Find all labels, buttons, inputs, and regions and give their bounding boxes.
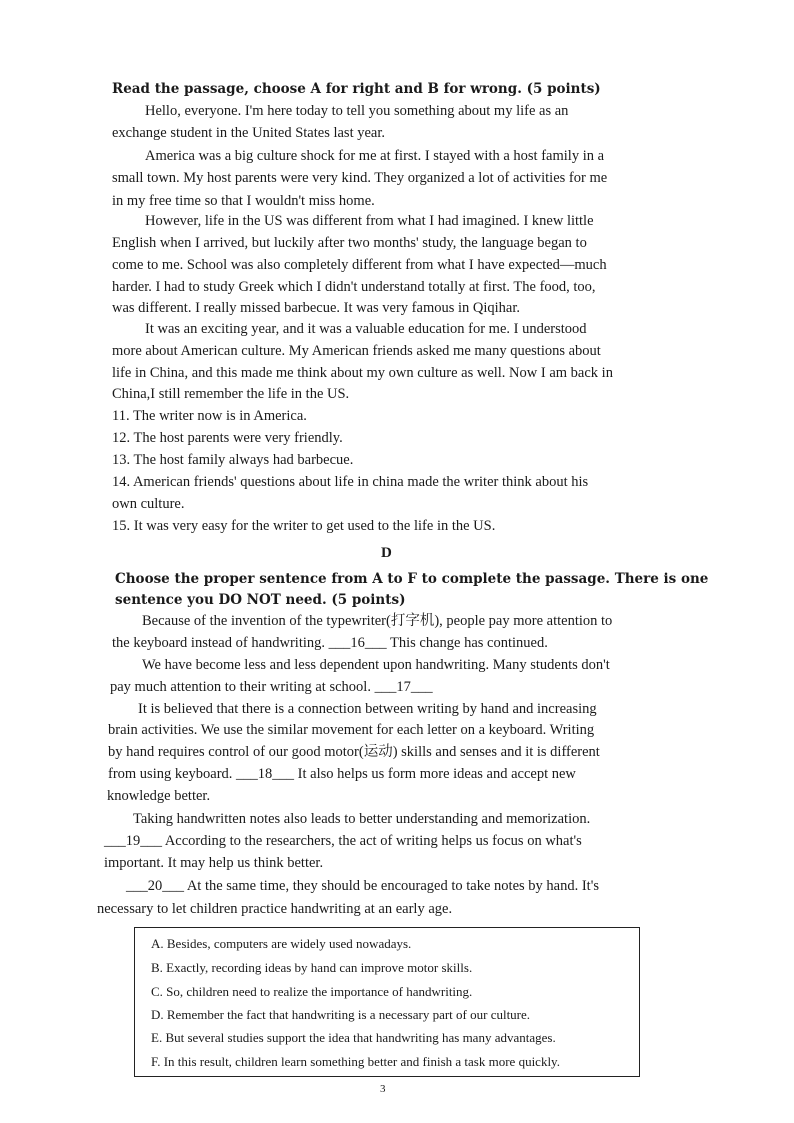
question-item: 14. American friends' questions about life in china made the writer think about his (112, 474, 589, 490)
section-d-instruction: Choose the proper sentence from A to F to complete the passage. There is one (115, 571, 709, 587)
option-c: C. So, children need to realize the importance of handwriting. (151, 984, 473, 999)
question-item: 11. The writer now is in America. (112, 408, 307, 424)
passage-line: life in China, and this made me think about my own culture as well. Now I am back in (112, 365, 613, 381)
question-item: own culture. (112, 496, 185, 512)
passage-line: America was a big culture shock for me at first. I stayed with a host family in a (145, 148, 605, 164)
passage-line: Hello, everyone. I'm here today to tell you something about my life as an (145, 103, 569, 119)
question-item: 12. The host parents were very friendly. (112, 430, 343, 446)
passage-line: China,I still remember the life in the US. (112, 386, 350, 402)
passage-line: necessary to let children practice handwriting at an early age. (97, 901, 453, 917)
question-item: 15. It was very easy for the writer to get used to the life in the US. (112, 518, 496, 534)
passage-line: harder. I had to study Greek which I didn't understand totally at first. The food, too, (112, 279, 596, 295)
option-d: D. Remember the fact that handwriting is a necessary part of our culture. (151, 1007, 531, 1022)
options-box (134, 927, 640, 1077)
passage-line: come to me. School was also completely different from what I have expected—much (112, 257, 607, 273)
passage-line: brain activities. We use the similar movement for each letter on a keyboard. Writing (108, 722, 595, 738)
passage-line: However, life in the US was different from what I had imagined. I knew little (145, 213, 594, 229)
passage-line: ___19___ According to the researchers, the act of writing helps us focus on what's (104, 833, 582, 849)
passage-line: was different. I really missed barbecue. It was very famous in Qiqihar. (112, 300, 521, 316)
passage-line: from using keyboard. ___18___ It also helps us form more ideas and accept new (108, 766, 576, 782)
passage-line: small town. My host parents were very kind. They organized a lot of activities for me (112, 170, 608, 186)
option-f: F. In this result, children learn something better and finish a task more quickly. (151, 1054, 560, 1069)
option-e: E. But several studies support the idea that handwriting has many advantages. (151, 1030, 556, 1045)
passage-line: We have become less and less dependent upon handwriting. Many students don't (142, 657, 610, 673)
passage-line: It was an exciting year, and it was a valuable education for me. I understood (145, 321, 587, 337)
passage-line: more about American culture. My American friends asked me many questions about (112, 343, 601, 359)
passage-line: exchange student in the United States last year. (112, 125, 386, 141)
passage-line: knowledge better. (107, 788, 211, 804)
passage-line: by hand requires control of our good motor(运动) skills and senses and it is different (108, 744, 600, 760)
passage-line: Because of the invention of the typewriter(打字机), people pay more attention to (142, 613, 613, 629)
section-d-instruction: sentence you DO NOT need. (5 points) (115, 592, 406, 608)
section-d-heading: D (381, 545, 392, 561)
passage-line: pay much attention to their writing at school. ___17___ (110, 679, 433, 695)
passage-line: in my free time so that I wouldn't miss home. (112, 193, 375, 209)
passage-line: important. It may help us think better. (104, 855, 324, 871)
page-number: 3 (380, 1083, 386, 1095)
passage-line: ___20___ At the same time, they should be encouraged to take notes by hand. It's (126, 878, 599, 894)
passage-line: Taking handwritten notes also leads to better understanding and memorization. (133, 811, 591, 827)
option-b: B. Exactly, recording ideas by hand can improve motor skills. (151, 960, 473, 975)
option-a: A. Besides, computers are widely used nowadays. (151, 936, 412, 951)
section-c-instruction: Read the passage, choose A for right and B for wrong. (5 points) (112, 81, 601, 97)
question-item: 13. The host family always had barbecue. (112, 452, 354, 468)
passage-line: the keyboard instead of handwriting. ___16___ This change has continued. (112, 635, 548, 651)
passage-line: It is believed that there is a connection between writing by hand and increasing (138, 701, 597, 717)
passage-line: English when I arrived, but luckily after two months' study, the language began to (112, 235, 587, 251)
